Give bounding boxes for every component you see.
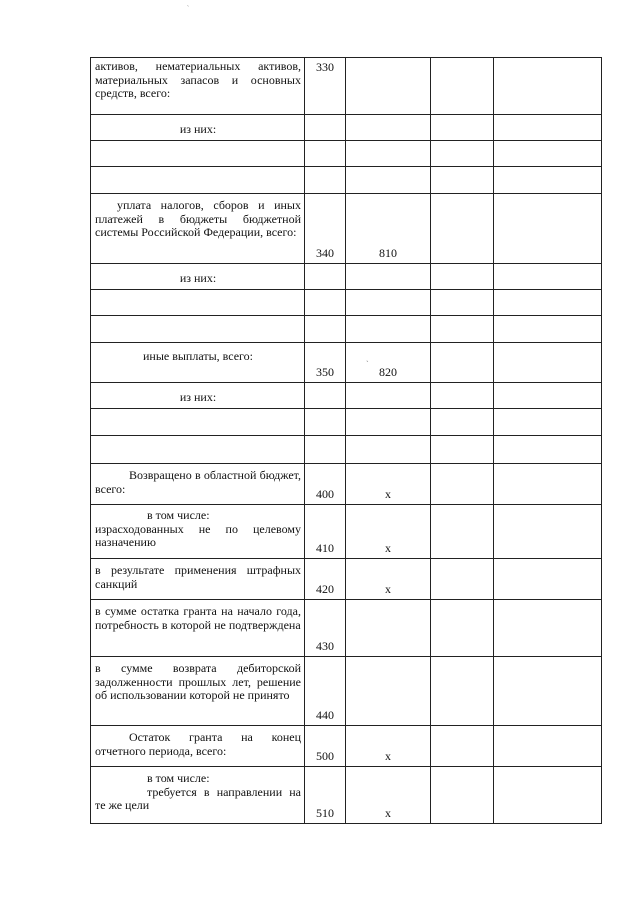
row-code-cell	[305, 194, 346, 264]
kosgu-cell	[346, 559, 431, 600]
row-name-cell	[91, 58, 305, 115]
table-row	[91, 726, 602, 767]
row-code-cell	[305, 559, 346, 600]
row-code: 420	[316, 581, 334, 596]
row-name-cell	[91, 464, 305, 505]
row-name: из них:	[179, 271, 217, 285]
amount-cell-2	[494, 726, 602, 767]
table-row	[91, 657, 602, 726]
row-name-cell	[91, 436, 305, 464]
kosgu-cell	[346, 141, 431, 167]
kosgu-value: x	[385, 805, 391, 820]
kosgu-cell	[346, 316, 431, 343]
kosgu-cell	[346, 194, 431, 264]
amount-cell-1	[431, 58, 494, 115]
row-name: из них:	[179, 390, 217, 404]
row-code: 340	[316, 245, 334, 260]
table-row	[91, 436, 602, 464]
row-code: 510	[316, 805, 334, 820]
kosgu-cell	[346, 600, 431, 657]
row-name-cell	[91, 316, 305, 343]
row-code: 350	[316, 364, 334, 379]
row-name: иные выплаты, всего:	[142, 349, 254, 363]
amount-cell-1	[431, 167, 494, 194]
kosgu-cell	[346, 505, 431, 559]
kosgu-cell	[346, 436, 431, 464]
row-code: 410	[316, 540, 334, 555]
row-code-cell	[305, 264, 346, 290]
kosgu-cell	[346, 343, 431, 383]
row-name-cell	[91, 194, 305, 264]
amount-cell-2	[494, 657, 602, 726]
table-row	[91, 767, 602, 824]
amount-cell-1	[431, 141, 494, 167]
amount-cell-1	[431, 409, 494, 436]
amount-cell-1	[431, 343, 494, 383]
row-name-cell	[91, 559, 305, 600]
amount-cell-1	[431, 657, 494, 726]
row-name-prefix: в том числе:	[147, 508, 210, 522]
row-name: требуется в направлении на те же цели	[95, 784, 301, 812]
row-code: 500	[316, 748, 334, 763]
row-code: 330	[316, 60, 334, 74]
row-code: 440	[316, 707, 334, 722]
row-name: в сумме остатка гранта на начало года, потребность в которой не подтверждена	[95, 604, 301, 632]
table-row	[91, 559, 602, 600]
amount-cell-1	[431, 264, 494, 290]
table-row	[91, 115, 602, 141]
row-code-cell	[305, 141, 346, 167]
row-name-cell	[91, 767, 305, 824]
kosgu-cell	[346, 657, 431, 726]
amount-cell-1	[431, 383, 494, 409]
amount-cell-2	[494, 290, 602, 316]
table-row	[91, 194, 602, 264]
table-row	[91, 600, 602, 657]
row-code-cell	[305, 657, 346, 726]
row-code-cell	[305, 115, 346, 141]
kosgu-cell	[346, 290, 431, 316]
table-row	[91, 58, 602, 115]
kosgu-cell	[346, 726, 431, 767]
row-name-cell	[91, 264, 305, 290]
scan-mark: ˋ	[187, 6, 189, 12]
kosgu-value: 810	[379, 245, 397, 260]
row-name-cell	[91, 600, 305, 657]
row-code: 400	[316, 486, 334, 501]
kosgu-value: 820	[379, 364, 397, 379]
amount-cell-1	[431, 316, 494, 343]
row-code-cell	[305, 316, 346, 343]
report-table	[90, 57, 602, 824]
amount-cell-1	[431, 194, 494, 264]
row-code-cell	[305, 767, 346, 824]
amount-cell-2	[494, 767, 602, 824]
amount-cell-2	[494, 141, 602, 167]
row-code-cell	[305, 436, 346, 464]
kosgu-cell	[346, 58, 431, 115]
amount-cell-2	[494, 559, 602, 600]
row-name-cell	[91, 167, 305, 194]
kosgu-value: x	[385, 540, 391, 555]
amount-cell-1	[431, 600, 494, 657]
row-name: Возвращено в областной бюджет, всего:	[95, 468, 301, 496]
row-name-cell	[91, 290, 305, 316]
row-code-cell	[305, 464, 346, 505]
amount-cell-2	[494, 264, 602, 290]
row-name: уплата налогов, сборов и иных платежей в бюджеты бюджетной системы Российской Федерации, всего:	[95, 198, 301, 239]
kosgu-cell	[346, 115, 431, 141]
amount-cell-2	[494, 343, 602, 383]
row-name-cell	[91, 115, 305, 141]
kosgu-cell	[346, 383, 431, 409]
row-code: 430	[316, 638, 334, 653]
row-name-cell	[91, 409, 305, 436]
row-name: в результате применения штрафных санкций	[95, 563, 301, 591]
table-row	[91, 505, 602, 559]
row-code-cell	[305, 409, 346, 436]
row-name: Остаток гранта на конец отчетного периода, всего:	[95, 730, 301, 758]
table-row	[91, 290, 602, 316]
row-name-prefix: в том числе:	[147, 771, 210, 785]
amount-cell-1	[431, 464, 494, 505]
amount-cell-2	[494, 316, 602, 343]
amount-cell-2	[494, 58, 602, 115]
row-name-cell	[91, 505, 305, 559]
row-code-cell	[305, 726, 346, 767]
row-name: в сумме возврата дебиторской задолженности прошлых лет, решение об использовании которой не принято	[95, 661, 301, 702]
amount-cell-2	[494, 505, 602, 559]
table-row	[91, 409, 602, 436]
amount-cell-1	[431, 767, 494, 824]
row-name-cell	[91, 343, 305, 383]
table-row	[91, 141, 602, 167]
amount-cell-2	[494, 383, 602, 409]
amount-cell-2	[494, 600, 602, 657]
kosgu-cell	[346, 767, 431, 824]
amount-cell-2	[494, 194, 602, 264]
kosgu-cell	[346, 464, 431, 505]
table-row	[91, 464, 602, 505]
kosgu-cell	[346, 409, 431, 436]
table-row	[91, 264, 602, 290]
row-code-cell	[305, 58, 346, 115]
row-name: из них:	[179, 122, 217, 136]
row-name: активов, нематериальных активов, материальных запасов и основных средств, всего:	[95, 59, 301, 100]
table-row	[91, 316, 602, 343]
amount-cell-1	[431, 726, 494, 767]
row-name-cell	[91, 141, 305, 167]
table-row	[91, 383, 602, 409]
row-code-cell	[305, 290, 346, 316]
table-row	[91, 167, 602, 194]
kosgu-cell	[346, 264, 431, 290]
amount-cell-1	[431, 505, 494, 559]
row-name-cell	[91, 383, 305, 409]
kosgu-value: x	[385, 486, 391, 501]
amount-cell-2	[494, 409, 602, 436]
scan-mark: ˎ	[366, 353, 369, 362]
amount-cell-2	[494, 464, 602, 505]
amount-cell-2	[494, 115, 602, 141]
kosgu-value: x	[385, 581, 391, 596]
row-code-cell	[305, 383, 346, 409]
amount-cell-1	[431, 559, 494, 600]
row-name: израсходованных не по целевому назначению	[95, 521, 301, 549]
row-name-cell	[91, 657, 305, 726]
amount-cell-1	[431, 290, 494, 316]
amount-cell-2	[494, 436, 602, 464]
row-name-cell	[91, 726, 305, 767]
amount-cell-1	[431, 115, 494, 141]
row-code-cell	[305, 167, 346, 194]
table-row	[91, 343, 602, 383]
row-code-cell	[305, 505, 346, 559]
row-code-cell	[305, 343, 346, 383]
row-code-cell	[305, 600, 346, 657]
amount-cell-1	[431, 436, 494, 464]
kosgu-cell	[346, 167, 431, 194]
kosgu-value: x	[385, 748, 391, 763]
amount-cell-2	[494, 167, 602, 194]
